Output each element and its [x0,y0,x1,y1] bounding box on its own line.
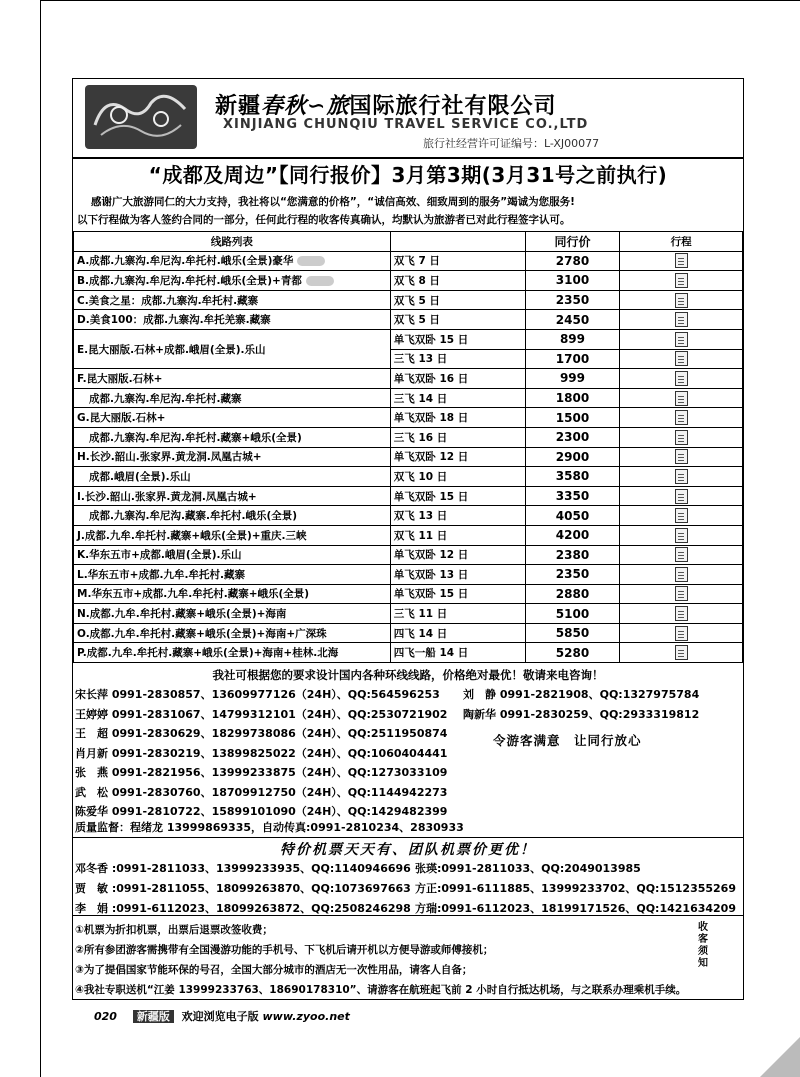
route-price: 2900 [525,447,620,467]
route-name: O.成都.九牟.牟托村.藏寨+峨乐(全景)+海南+广深珠 [74,623,391,643]
itinerary-cell [620,467,743,487]
table-header [74,232,743,252]
table-row [74,545,743,565]
notes-side-label: 收客须知 [698,922,708,969]
document-icon[interactable] [675,606,688,621]
document-icon[interactable] [675,547,688,562]
route-days: 三飞 14 日 [390,388,525,408]
itinerary-cell [620,427,743,447]
document-icon[interactable] [675,371,688,386]
route-price: 3350 [525,486,620,506]
table-row [74,310,743,330]
table-row [74,565,743,585]
route-price: 3580 [525,467,620,487]
table-row [74,408,743,428]
tickets-right [415,859,736,919]
route-price: 2350 [525,565,620,585]
contacts-right [463,685,699,724]
ticket-contact: 张瑛:0991-2811033、QQ:2049013985 [415,862,641,875]
route-days: 双飞 7 日 [390,251,525,271]
footer-url[interactable]: www.zyoo.net [262,1010,350,1023]
header-itinerary: 行程 [620,232,743,252]
route-name: K.华东五市+成都.峨眉(全景).乐山 [74,545,391,565]
route-price: 3100 [525,271,620,291]
page-edge-top [40,0,800,1]
document-icon[interactable] [675,312,688,327]
route-price: 5100 [525,604,620,624]
table-row [74,427,743,447]
quality-supervision: 质量监督：程绪龙 13999869335，自动传真:0991-2810234、2830933 [75,821,464,834]
ticket-contact: 邓冬香 :0991-2811033、13999233935、QQ:1140946696 [75,862,411,875]
route-days: 单飞双卧 15 日 [390,584,525,604]
route-name: G.昆大丽版.石林+ [74,408,391,428]
page-number: 020 [94,1010,117,1023]
routes-table [73,231,743,663]
design-note: 我社可根据您的要求设计国内各种环线线路，价格绝对最优！敬请来电咨询！ [212,668,604,682]
route-days: 双飞 5 日 [390,290,525,310]
itinerary-cell [620,506,743,526]
route-price: 999 [525,369,620,389]
document-icon[interactable] [675,449,688,464]
header-price: 同行价 [525,232,620,252]
route-price: 2380 [525,545,620,565]
itinerary-cell [620,349,743,369]
company-header [73,79,743,159]
notes-list [75,920,686,1000]
itinerary-cell [620,388,743,408]
document-icon[interactable] [675,410,688,425]
table-row [74,467,743,487]
document-icon[interactable] [675,293,688,308]
contact-line: 王婷婷 0991-2831067、14799312101（24H）、QQ:2530721902 [75,707,448,721]
route-days: 单飞双卧 18 日 [390,408,525,428]
table-row [74,584,743,604]
divider [73,837,743,838]
swirl-icon: ∽ [307,93,327,119]
route-name: B.成都.九寨沟.牟尼沟.牟托村.峨乐(全景)+青都 [74,271,391,291]
itinerary-cell [620,310,743,330]
note-item: ②所有参团游客需携带有全国漫游功能的手机号、下飞机后请开机以方便导游或师傅接机； [75,944,494,956]
document-icon[interactable] [675,567,688,582]
ticket-contact: 李 娟 :0991-6112023、18099263872、QQ:2508246298 [75,902,411,915]
route-price: 1500 [525,408,620,428]
route-days: 单飞双卧 15 日 [390,486,525,506]
route-price: 2780 [525,251,620,271]
route-name: M.华东五市+成都.九牟.牟托村.藏寨+峨乐(全景) [74,584,391,604]
table-row [74,388,743,408]
itinerary-cell [620,604,743,624]
document-icon[interactable] [675,469,688,484]
mini-logo-icon [306,276,334,286]
table-row [74,329,743,349]
route-days: 单飞双卧 13 日 [390,565,525,585]
route-days: 三飞 11 日 [390,604,525,624]
route-price: 4200 [525,525,620,545]
document-icon[interactable] [675,508,688,523]
route-name: 成都.峨眉(全景).乐山 [74,467,391,487]
document-icon[interactable] [675,391,688,406]
contact-line: 张 燕 0991-2821956、13999233875（24H）、QQ:1273033109 [75,766,448,779]
ticket-contact: 方瑞:0991-6112023、18199171526、QQ:1421634209 [415,902,736,915]
table-row [74,447,743,467]
route-name: E.昆大丽版.石林+成都.峨眉(全景).乐山 [74,329,391,368]
route-days: 单飞双卧 12 日 [390,545,525,565]
route-price: 899 [525,329,620,349]
route-name: 成都.九寨沟.牟尼沟.牟托村.藏寨+峨乐(全景) [74,427,391,447]
contact-line: 刘 静 0991-2821908、QQ:1327975784 [463,688,700,701]
route-name: J.成都.九牟.牟托村.藏寨+峨乐(全景)+重庆.三峡 [74,525,391,545]
header-route: 线路列表 [74,232,391,252]
table-row [74,251,743,271]
document-icon[interactable] [675,528,688,543]
brochure-page [72,78,744,1000]
page-title: “成都及周边”【同行报价】3月第3期(3月31号之前执行) [148,163,668,187]
route-price: 2450 [525,310,620,330]
itinerary-cell [620,643,743,663]
contact-line: 肖月新 0991-2830219、13899825022（24H）、QQ:1060404441 [75,746,448,760]
route-name: F.昆大丽版.石林+ [74,369,391,389]
route-name: N.成都.九牟.牟托村.藏寨+峨乐(全景)+海南 [74,604,391,624]
route-name: H.长沙.韶山.张家界.黄龙洞.凤凰古城+ [74,447,391,467]
route-days: 双飞 10 日 [390,467,525,487]
slogan: 令游客满意 让同行放心 [493,733,642,748]
route-days: 单飞双卧 12 日 [390,447,525,467]
page-footer [94,1008,350,1024]
table-row [74,290,743,310]
table-row [74,643,743,663]
company-name: 新疆春秋∽旅国际旅行社有限公司 [215,93,557,119]
route-name: L.华东五市+成都.九牟.牟托村.藏寨 [74,565,391,585]
document-icon[interactable] [675,489,688,504]
itinerary-cell [620,251,743,271]
itinerary-cell [620,545,743,565]
itinerary-cell [620,271,743,291]
footer-text: 欢迎浏览电子版 [181,1010,259,1023]
route-days: 双飞 8 日 [390,271,525,291]
route-days: 双飞 11 日 [390,525,525,545]
contacts-left [75,685,447,822]
route-name: 成都.九寨沟.牟尼沟.牟托村.藏寨 [74,388,391,408]
document-icon[interactable] [675,645,688,660]
route-price: 5280 [525,643,620,663]
note-item: ①机票为折扣机票，出票后退票改签收费； [75,924,273,936]
table-row [74,506,743,526]
document-icon[interactable] [675,430,688,445]
contact-line: 陈爱华 0991-2810722、15899101090（24H）、QQ:1429482399 [75,805,448,818]
route-price: 1800 [525,388,620,408]
table-row [74,271,743,291]
note-item: ④我社专职送机“江姜 13999233763、18690178310”、请游客在航班起飞前 2 小时自行抵达机场，与之联系办理乘机手续。 [75,984,687,996]
route-days: 单飞双卧 15 日 [390,329,525,349]
header-days [390,232,525,252]
edition-badge: 新疆版 [133,1010,174,1023]
route-days: 三飞 16 日 [390,427,525,447]
notes-box [73,915,743,996]
itinerary-cell [620,486,743,506]
table-row [74,525,743,545]
document-icon[interactable] [675,351,688,366]
route-price: 2300 [525,427,620,447]
route-price: 2350 [525,290,620,310]
intro-line-1: 感谢广大旅游同仁的大力支持，我社将以“您满意的价格”，“诚信高效、细致周到的服务”竭诚为您服务! [91,196,575,208]
route-name: I.长沙.韶山.张家界.黄龙洞.凤凰古城+ [74,486,391,506]
company-name-en: XINJIANG CHUNQIU TRAVEL SERVICE CO.,LTD [223,117,589,132]
route-days: 四飞一船 14 日 [390,643,525,663]
route-name: 成都.九寨沟.牟尼沟.藏寨.牟托村.峨乐(全景) [74,506,391,526]
ticket-contact: 贾 敏 :0991-2811055、18099263870、QQ:1073697663 [75,882,411,895]
ticket-contact: 方正:0991-6111885、13999233702、QQ:1512355269 [415,882,736,895]
page-edge-left [40,0,41,1077]
route-days: 双飞 13 日 [390,506,525,526]
itinerary-cell [620,525,743,545]
contact-line: 王 超 0991-2830629、18299738086（24H）、QQ:2511950874 [75,727,448,740]
document-icon[interactable] [675,273,688,288]
route-price: 2880 [525,584,620,604]
ticket-title: 特价机票天天有、团队机票价更优！ [280,842,536,858]
company-logo [85,85,197,149]
route-days: 单飞双卧 16 日 [390,369,525,389]
itinerary-cell [620,290,743,310]
itinerary-cell [620,447,743,467]
route-days: 四飞 14 日 [390,623,525,643]
document-icon[interactable] [675,332,688,347]
contact-line: 武 松 0991-2830760、18709912750（24H）、QQ:1144942273 [75,785,448,799]
route-name: P.成都.九牟.牟托村.藏寨+峨乐(全景)+海南+桂林.北海 [74,643,391,663]
itinerary-cell [620,623,743,643]
route-name: D.美食100：成都.九寨沟.牟托羌寨.藏寨 [74,310,391,330]
itinerary-cell [620,565,743,585]
table-row [74,623,743,643]
table-row [74,604,743,624]
route-name: C.美食之星：成都.九寨沟.牟托村.藏寨 [74,290,391,310]
itinerary-cell [620,369,743,389]
route-price: 4050 [525,506,620,526]
contact-line: 陶新华 0991-2830259、QQ:2933319812 [463,707,700,721]
document-icon[interactable] [675,253,688,268]
itinerary-cell [620,584,743,604]
intro-line-2: 以下行程做为客人签约合同的一部分，任何此行程的收客传真确认，均默认为旅游者已对此行程签字认可。 [77,214,571,226]
tickets-left [75,859,411,919]
license-number: 旅行社经营许可证编号：L-XJ00077 [423,137,600,150]
route-name: A.成都.九寨沟.牟尼沟.牟托村.峨乐(全景)豪华 [74,251,391,271]
itinerary-cell [620,408,743,428]
note-item: ③为了提倡国家节能环保的号召，全国大部分城市的酒店无一次性用品，请客人自备； [75,964,473,976]
document-icon[interactable] [675,626,688,641]
contact-line: 宋长萍 0991-2830857、13609977126（24H）、QQ:564596253 [75,688,440,701]
route-days: 双飞 5 日 [390,310,525,330]
route-price: 1700 [525,349,620,369]
document-icon[interactable] [675,586,688,601]
itinerary-cell [620,329,743,349]
table-row [74,369,743,389]
route-price: 5850 [525,623,620,643]
mini-logo-icon [297,256,325,266]
table-row [74,486,743,506]
page-corner-fold [760,1037,800,1077]
route-days: 三飞 13 日 [390,349,525,369]
